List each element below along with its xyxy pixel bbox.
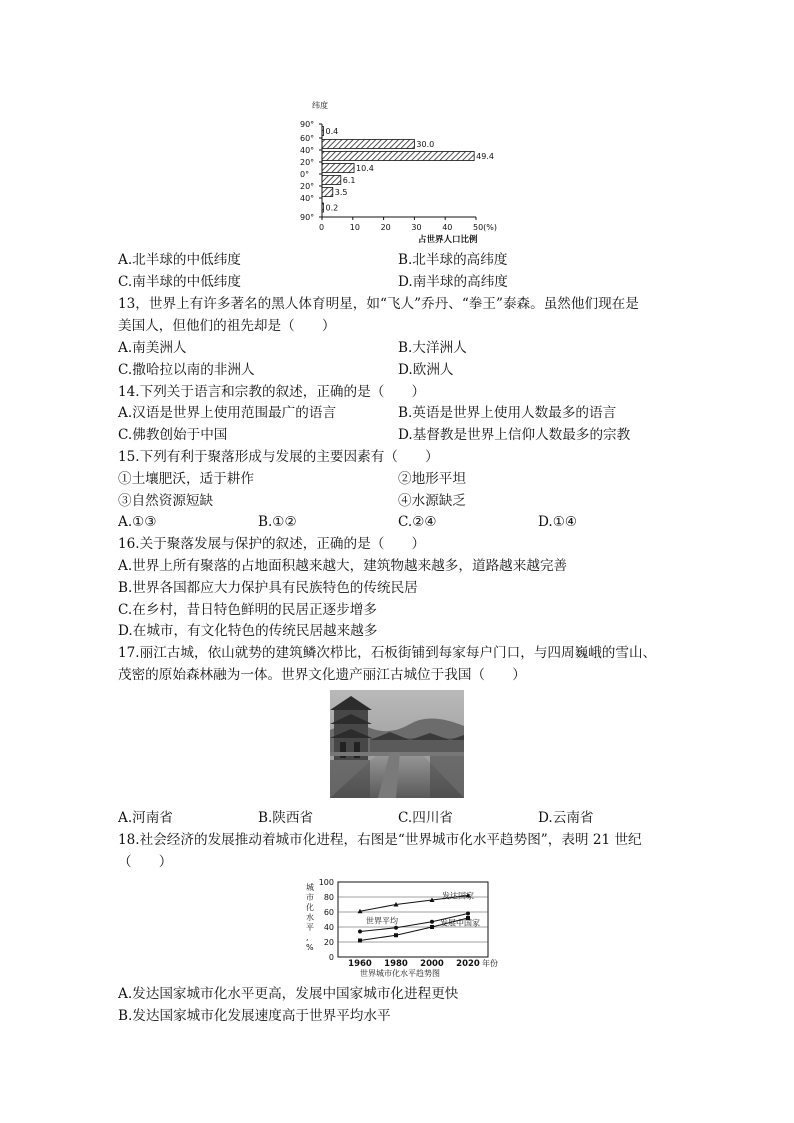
lat-y-tick-label: 90° xyxy=(300,213,315,222)
urban-ylabel-char: 市 xyxy=(306,893,314,902)
q17-option-c[interactable]: C.四川省 xyxy=(398,810,454,826)
lat-bar-value-label: 30.0 xyxy=(416,140,435,149)
q15-item-4: ④水源缺乏 xyxy=(398,493,466,509)
lat-x-tick-label: 0 xyxy=(319,223,325,232)
lat-y-tick-label: 60° xyxy=(300,134,315,143)
q18-option-a[interactable]: A.发达国家城市化水平更高，发展中国家城市化进程更快 xyxy=(118,986,459,1002)
q18-stem-line1: 18.社会经济的发展推动着城市化进程，右图是“世界城市化水平趋势图”，表明 21 世纪 xyxy=(118,832,642,848)
q15-option-d[interactable]: D.①④ xyxy=(538,514,578,530)
q14-option-d[interactable]: D.基督教是世界上信仰人数最多的宗教 xyxy=(398,427,631,443)
lat-chart-xlabel: 占世界人口比例 xyxy=(418,235,478,245)
urban-ylabel-char: , xyxy=(306,933,309,942)
q18-stem-line2: （ ） xyxy=(118,854,173,870)
lat-y-tick-label: 40° xyxy=(300,146,315,155)
urban-point xyxy=(430,925,434,929)
lat-y-tick-label: 90° xyxy=(300,120,315,129)
q15-option-a[interactable]: A.①③ xyxy=(118,514,157,530)
lat-bar xyxy=(322,152,474,161)
urban-ylabel-char: 水 xyxy=(306,913,314,922)
urban-point xyxy=(358,930,362,934)
urban-series-label: 世界平均 xyxy=(366,916,398,926)
lat-y-tick-label: 20° xyxy=(300,158,315,167)
lat-x-tick-label: 30 xyxy=(411,223,422,232)
lat-bar xyxy=(322,188,333,197)
q15-item-2: ②地形平坦 xyxy=(398,471,466,487)
lat-x-tick-label: 50(%) xyxy=(473,223,498,232)
urban-y-tick-label: 80 xyxy=(323,893,334,902)
urban-point xyxy=(466,912,470,916)
q12-option-c[interactable]: C.南半球的中低纬度 xyxy=(118,274,241,290)
urban-series-label: 发展中国家 xyxy=(440,918,480,928)
q17-option-d[interactable]: D.云南省 xyxy=(538,810,594,826)
urban-ylabel-char: % xyxy=(306,943,314,952)
urban-y-tick-label: 100 xyxy=(318,878,334,887)
q14-option-c[interactable]: C.佛教创始于中国 xyxy=(118,427,228,443)
lat-bar-value-label: 0.4 xyxy=(325,127,339,136)
lat-x-tick-label: 10 xyxy=(349,223,360,232)
lat-chart-ylabel: 纬度 xyxy=(312,101,328,110)
q16-option-c[interactable]: C.在乡村，昔日特色鲜明的民居正逐步增多 xyxy=(118,602,377,618)
q14-stem: 14.下列关于语言和宗教的叙述，正确的是（ ） xyxy=(118,384,426,400)
q12-option-d[interactable]: D.南半球的高纬度 xyxy=(398,274,508,290)
urban-y-tick-label: 0 xyxy=(328,953,334,962)
lat-bar xyxy=(322,176,341,185)
lat-bar-value-label: 10.4 xyxy=(356,164,374,173)
urban-y-tick-label: 60 xyxy=(323,908,334,917)
urban-x-tick-label: 1980 xyxy=(384,959,408,969)
q16-stem: 16.关于聚落发展与保护的叙述，正确的是（ ） xyxy=(118,536,426,552)
q13-option-a[interactable]: A.南美洲人 xyxy=(118,340,187,356)
q13-option-b[interactable]: B.大洋洲人 xyxy=(398,340,467,356)
urban-ylabel-char: 化 xyxy=(306,903,314,912)
lat-bar-value-label: 49.4 xyxy=(476,152,494,161)
urban-chart-caption: 世界城市化水平趋势图 xyxy=(360,969,440,978)
urban-y-tick-label: 40 xyxy=(323,923,334,932)
q13-option-c[interactable]: C.撒哈拉以南的非洲人 xyxy=(118,362,255,378)
urban-ylabel-char: 平 xyxy=(306,923,314,932)
q13-stem-line2: 美国人，但他们的祖先却是（ ） xyxy=(118,318,336,334)
q12-option-a[interactable]: A.北半球的中低纬度 xyxy=(118,252,241,268)
q15-item-3: ③自然资源短缺 xyxy=(118,493,214,509)
q17-stem-line1: 17.丽江古城，依山就势的建筑鳞次栉比，石板街铺到每家每户门口，与四周巍峨的雪山、 xyxy=(118,645,657,661)
lat-x-tick-label: 40 xyxy=(442,223,453,232)
lat-y-tick-label: 0° xyxy=(300,170,310,179)
lijiang-old-town-photo xyxy=(330,690,464,798)
urban-series-label: 发达国家 xyxy=(442,891,474,901)
urban-ylabel-char: 城 xyxy=(306,883,314,892)
urban-point xyxy=(430,920,434,924)
lat-bar-value-label: 6.1 xyxy=(342,176,356,185)
lat-bar xyxy=(322,140,414,149)
urbanization-trend-chart xyxy=(298,876,498,980)
q15-item-1: ①土壤肥沃，适于耕作 xyxy=(118,471,254,487)
q14-option-b[interactable]: B.英语是世界上使用人数最多的语言 xyxy=(398,405,617,421)
urban-y-tick-label: 20 xyxy=(323,938,334,947)
latitude-population-chart xyxy=(300,96,500,246)
lat-y-tick-label: 40° xyxy=(300,194,315,203)
lat-x-tick-label: 20 xyxy=(380,223,391,232)
lat-bar-value-label: 3.5 xyxy=(334,188,348,197)
q12-option-b[interactable]: B.北半球的高纬度 xyxy=(398,252,508,268)
q15-option-c[interactable]: C.②④ xyxy=(398,514,437,530)
q17-option-a[interactable]: A.河南省 xyxy=(118,810,173,826)
lat-bar xyxy=(322,164,354,173)
lat-bar-value-label: 0.2 xyxy=(325,203,339,213)
urban-x-unit: 年份 xyxy=(482,959,498,968)
q18-option-b[interactable]: B.发达国家城市化发展速度高于世界平均水平 xyxy=(118,1008,391,1024)
urban-x-tick-label: 2000 xyxy=(420,959,444,969)
lat-y-tick-label: 20° xyxy=(300,182,315,191)
urban-x-tick-label: 1960 xyxy=(348,959,372,969)
q16-option-d[interactable]: D.在城市，有文化特色的传统民居越来越多 xyxy=(118,623,378,639)
q13-option-d[interactable]: D.欧洲人 xyxy=(398,362,454,378)
q16-option-b[interactable]: B.世界各国都应大力保护具有民族特色的传统民居 xyxy=(118,580,418,596)
urban-x-tick-label: 2020 xyxy=(456,959,480,969)
urban-point xyxy=(394,933,398,937)
q16-option-a[interactable]: A.世界上所有聚落的占地面积越来越大，建筑物越来越多，道路越来越完善 xyxy=(118,558,568,574)
q15-option-b[interactable]: B.①② xyxy=(258,514,297,530)
urban-point xyxy=(394,926,398,930)
q13-stem-line1: 13，世界上有许多著名的黑人体育明星，如“飞人”乔丹、“拳王”泰森。虽然他们现在是 xyxy=(118,296,639,312)
q14-option-a[interactable]: A.汉语是世界上使用范围最广的语言 xyxy=(118,405,337,421)
q15-stem: 15.下列有利于聚落形成与发展的主要因素有（ ） xyxy=(118,449,439,465)
q17-option-b[interactable]: B.陕西省 xyxy=(258,810,314,826)
q17-stem-line2: 茂密的原始森林融为一体。世界文化遗产丽江古城位于我国（ ） xyxy=(118,667,526,683)
urban-point xyxy=(358,939,362,943)
